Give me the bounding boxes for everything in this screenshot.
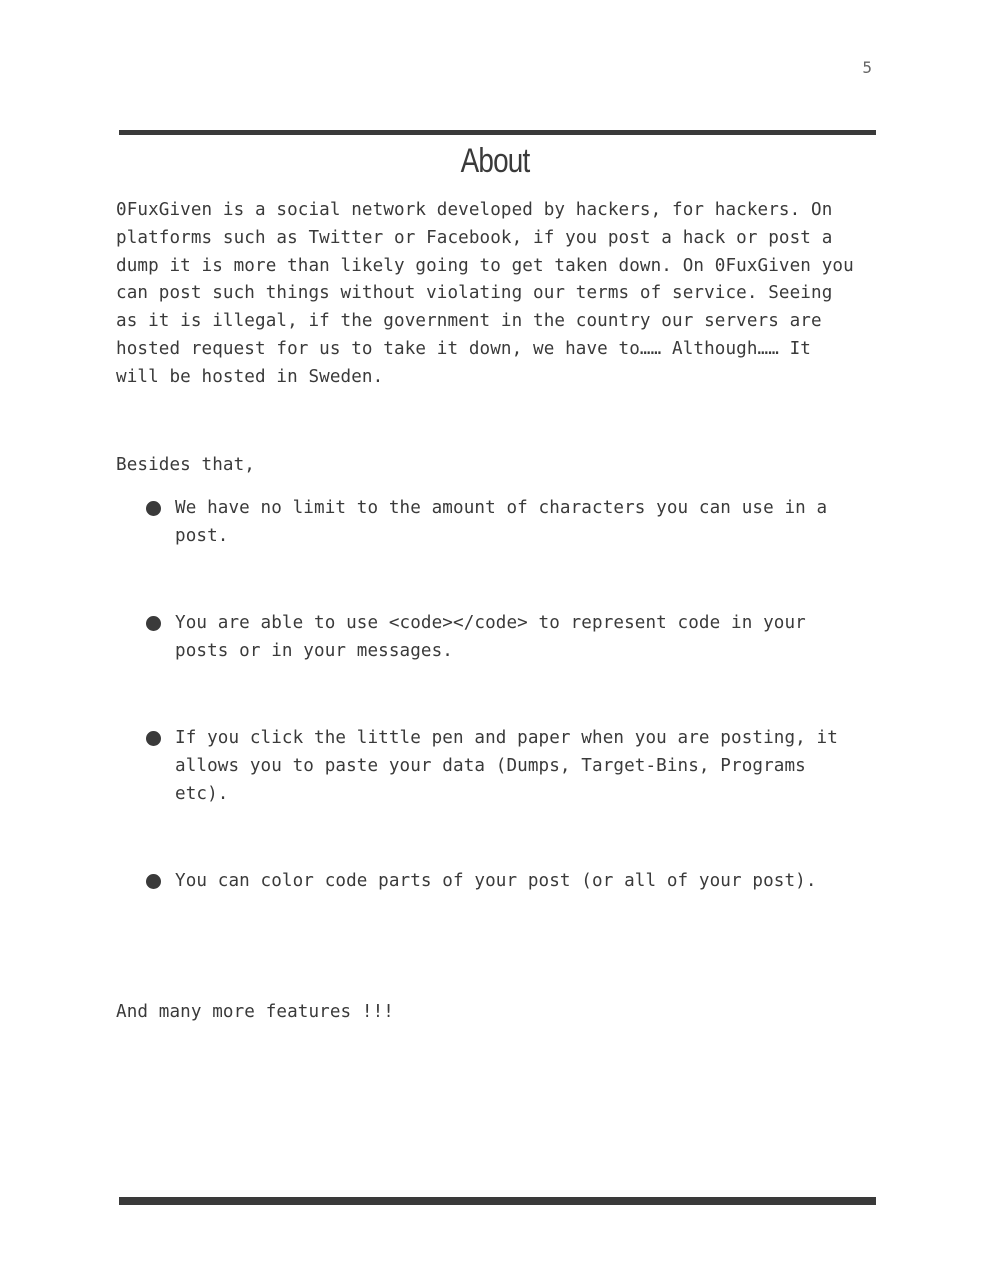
feature-list-item: [146, 610, 846, 666]
bullet-icon: [146, 501, 161, 516]
feature-list-item: [146, 495, 846, 551]
besides-text: Besides that,: [116, 455, 256, 475]
feature-list-item: [146, 868, 846, 896]
top-divider: [119, 130, 876, 135]
feature-text: If you click the little pen and paper when you are posting, it allows you to paste your data (Dumps, Target-Bins, Programs etc).: [175, 728, 838, 804]
feature-text: You can color code parts of your post (or all of your post).: [175, 871, 817, 891]
bullet-icon: [146, 616, 161, 631]
intro-paragraph: 0FuxGiven is a social network developed by hackers, for hackers. On platforms such as Twitter or Facebook, if you post a hack or post a dump it is more than likely going to get taken down. On 0FuxGiven you can post such things without violating our terms of service. Seeing as it is illegal, if the government in the country our servers are hosted request for us to take it down, we have to…… Although…… It will be hosted in Sweden.: [116, 200, 854, 387]
feature-list-item: [146, 725, 846, 808]
bullet-icon: [146, 731, 161, 746]
bottom-divider: [119, 1197, 876, 1205]
page-number: 5: [862, 58, 872, 77]
bullet-icon: [146, 874, 161, 889]
closing-text: And many more features !!!: [116, 1002, 395, 1022]
feature-text: You are able to use <code></code> to represent code in your posts or in your messages.: [175, 613, 806, 661]
feature-text: We have no limit to the amount of characters you can use in a post.: [175, 498, 828, 546]
page-title: About: [460, 142, 530, 180]
